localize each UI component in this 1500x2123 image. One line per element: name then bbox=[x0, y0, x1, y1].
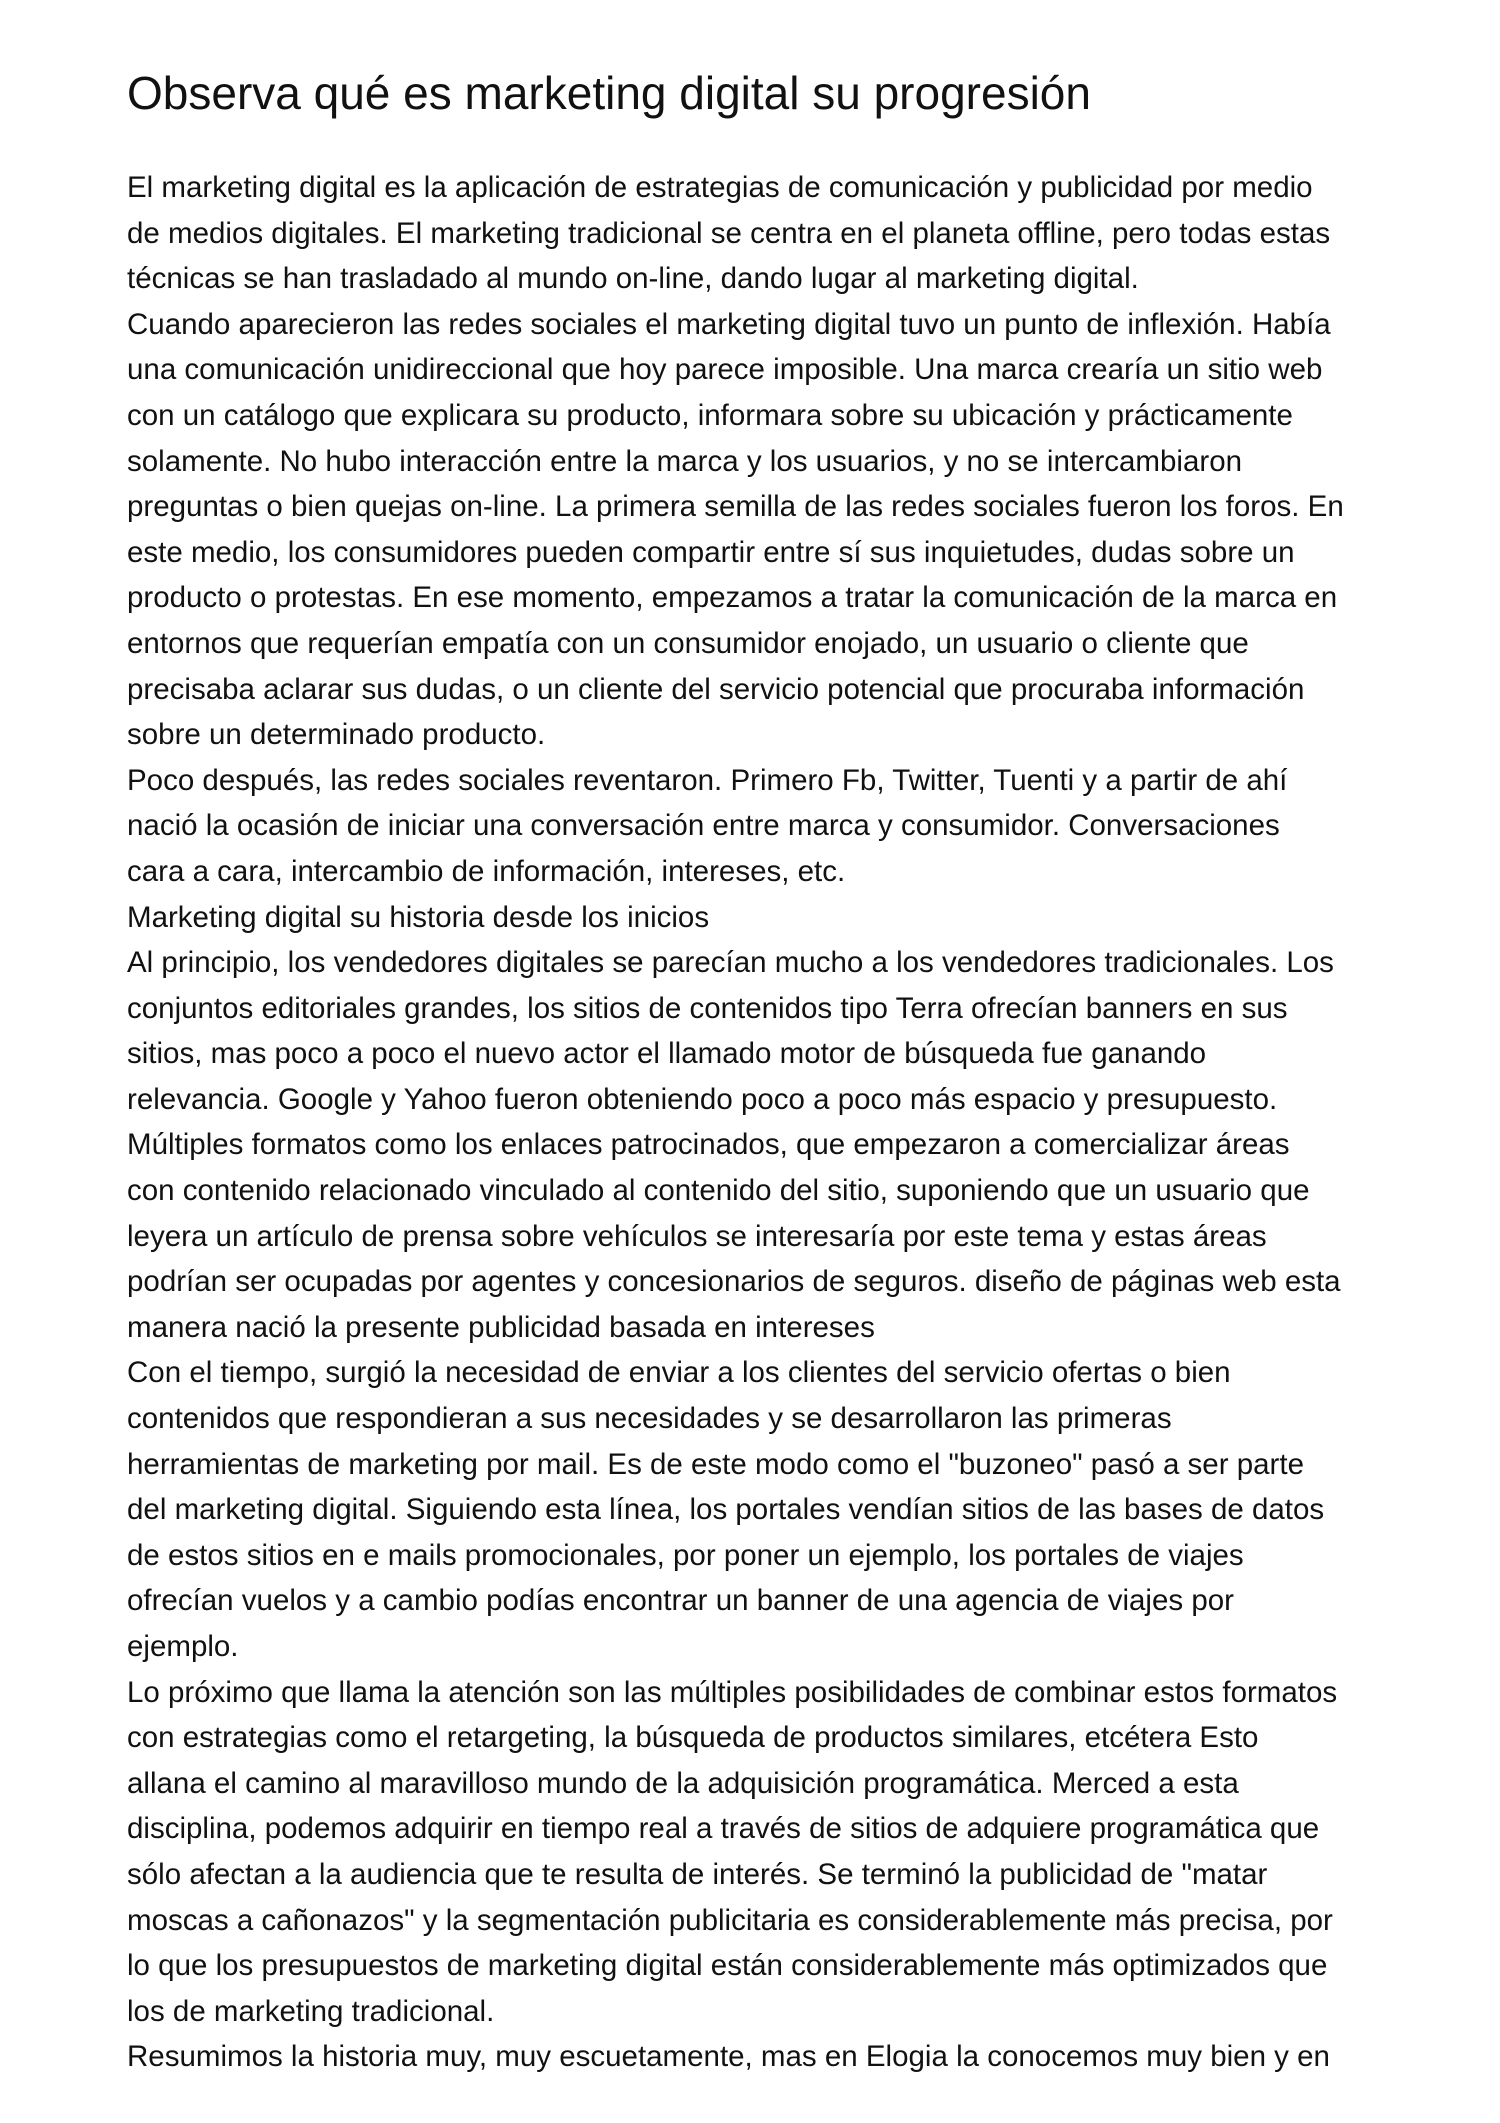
text-line: con un catálogo que explicara su producto, informara sobre su ubicación y prácticamente bbox=[127, 398, 1293, 432]
text-line: técnicas se han trasladado al mundo on-line, dando lugar al marketing digital. bbox=[127, 262, 1139, 296]
document-body bbox=[127, 165, 1387, 2080]
text-line: Cuando aparecieron las redes sociales el marketing digital tuvo un punto de inflexión. Había bbox=[127, 307, 1331, 341]
text-line: sitios, mas poco a poco el nuevo actor el llamado motor de búsqueda fue ganando bbox=[127, 1037, 1207, 1071]
text-line: Al principio, los vendedores digitales se parecían mucho a los vendedores tradicionales. Los bbox=[127, 946, 1334, 980]
document-title: Observa qué es marketing digital su progresión bbox=[127, 67, 1091, 119]
text-line: podrían ser ocupadas por agentes y concesionarios de seguros. diseño de páginas web esta bbox=[127, 1265, 1341, 1299]
text-line: ejemplo. bbox=[127, 1630, 239, 1663]
text-line: del marketing digital. Siguiendo esta línea, los portales vendían sitios de las bases de datos bbox=[127, 1493, 1325, 1527]
text-line: solamente. No hubo interacción entre la marca y los usuarios, y no se intercambiaron bbox=[127, 444, 1243, 478]
text-line: entornos que requerían empatía con un consumidor enojado, un usuario o cliente que bbox=[127, 626, 1249, 660]
text-line: allana el camino al maravilloso mundo de la adquisición programática. Merced a esta bbox=[127, 1766, 1239, 1800]
text-line: relevancia. Google y Yahoo fueron obteniendo poco a poco más espacio y presupuesto. bbox=[127, 1082, 1278, 1116]
text-line: Múltiples formatos como los enlaces patrocinados, que empezaron a comercializar áreas bbox=[127, 1128, 1290, 1162]
section-heading-line: Marketing digital su historia desde los inicios bbox=[127, 900, 710, 934]
document-page bbox=[127, 62, 1387, 2074]
text-line: de estos sitios en e mails promocionales, por poner un ejemplo, los portales de viajes bbox=[127, 1538, 1244, 1572]
text-line: este medio, los consumidores pueden compartir entre sí sus inquietudes, dudas sobre un bbox=[127, 535, 1295, 569]
text-line: El marketing digital es la aplicación de estrategias de comunicación y publicidad por medio bbox=[127, 171, 1313, 204]
text-line: preguntas o bien quejas on-line. La primera semilla de las redes sociales fueron los foros. En bbox=[127, 490, 1344, 524]
text-line: disciplina, podemos adquirir en tiempo real a través de sitios de adquiere programática que bbox=[127, 1812, 1320, 1846]
text-line: Lo próximo que llama la atención son las múltiples posibilidades de combinar estos formatos bbox=[127, 1675, 1338, 1709]
text-line: una comunicación unidireccional que hoy parece imposible. Una marca crearía un sitio web bbox=[127, 353, 1323, 387]
text-line: producto o protestas. En ese momento, empezamos a tratar la comunicación de la marca en bbox=[127, 581, 1338, 615]
text-line: Resumimos la historia muy, muy escuetamente, mas en Elogia la conocemos muy bien y en bbox=[127, 2040, 1330, 2074]
text-line: Poco después, las redes sociales reventaron. Primero Fb, Twitter, Tuenti y a partir de ahí bbox=[127, 763, 1288, 797]
text-line: manera nació la presente publicidad basada en intereses bbox=[127, 1310, 875, 1344]
text-line: sobre un determinado producto. bbox=[127, 718, 546, 752]
text-line: nació la ocasión de iniciar una conversación entre marca y consumidor. Conversaciones bbox=[127, 809, 1280, 843]
text-line: conjuntos editoriales grandes, los sitios de contenidos tipo Terra ofrecían banners en sus bbox=[127, 991, 1288, 1025]
text-line: ofrecían vuelos y a cambio podías encontrar un banner de una agencia de viajes por bbox=[127, 1584, 1234, 1618]
text-line: precisaba aclarar sus dudas, o un cliente del servicio potencial que procuraba información bbox=[127, 672, 1305, 706]
text-line: lo que los presupuestos de marketing digital están considerablemente más optimizados que bbox=[127, 1949, 1328, 1983]
text-line: de medios digitales. El marketing tradicional se centra en el planeta offline, pero todas estas bbox=[127, 216, 1331, 250]
text-line: con estrategias como el retargeting, la búsqueda de productos similares, etcétera Esto bbox=[127, 1721, 1259, 1755]
text-line: herramientas de marketing por mail. Es de este modo como el "buzoneo" pasó a ser parte bbox=[127, 1447, 1304, 1481]
text-line: los de marketing tradicional. bbox=[127, 1994, 495, 2028]
text-line: moscas a cañonazos" y la segmentación publicitaria es considerablemente más precisa, por bbox=[127, 1903, 1333, 1937]
text-line: sólo afectan a la audiencia que te resulta de interés. Se terminó la publicidad de "matar bbox=[127, 1857, 1268, 1891]
text-line: contenidos que respondieran a sus necesidades y se desarrollaron las primeras bbox=[127, 1402, 1172, 1436]
text-line: cara a cara, intercambio de información, intereses, etc. bbox=[127, 854, 846, 888]
text-line: leyera un artículo de prensa sobre vehículos se interesaría por este tema y estas áreas bbox=[127, 1219, 1267, 1253]
text-line: Con el tiempo, surgió la necesidad de enviar a los clientes del servicio ofertas o bien bbox=[127, 1356, 1231, 1390]
text-line: con contenido relacionado vinculado al contenido del sitio, suponiendo que un usuario que bbox=[127, 1174, 1310, 1208]
